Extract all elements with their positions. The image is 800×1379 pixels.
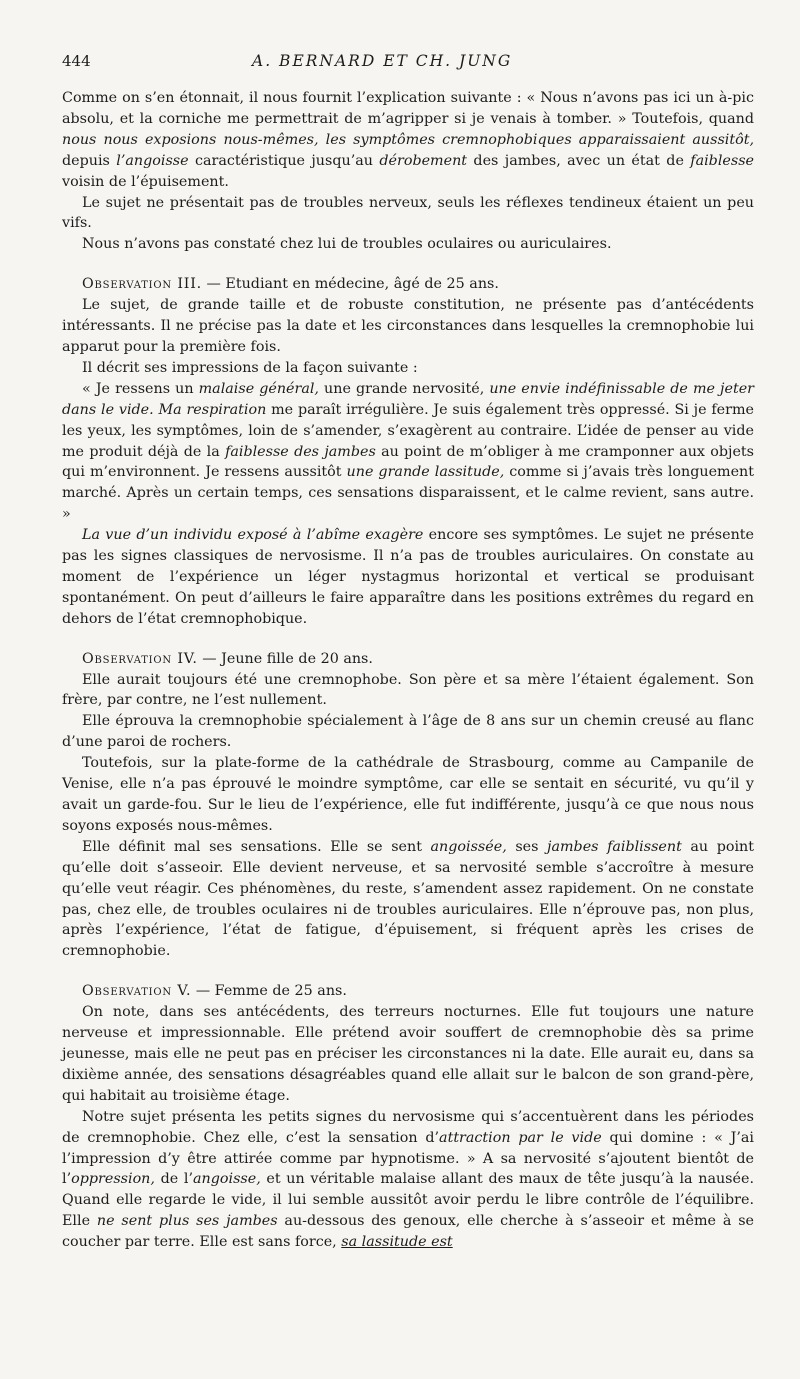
paragraph [62, 358, 754, 379]
paragraph [62, 379, 754, 525]
paragraph [62, 525, 754, 630]
text-run: — Etudiant en médecine, âgé de 25 ans. [202, 276, 499, 293]
text-run: Elle définit mal ses sensations. Elle se sent [82, 838, 431, 855]
italic-text: angoisse, [193, 1171, 261, 1188]
italic-text: une envie indéfinissable de me jeter dans le vide. Ma respiration [62, 380, 754, 418]
observation-label: Observation IV. [82, 650, 198, 667]
page-header [62, 52, 754, 80]
text-run: Il décrit ses impressions de la façon suivante : [82, 359, 418, 376]
text-run: Le sujet ne présentait pas de troubles nerveux, seuls les réflexes tendineux étaient un peu vifs. [62, 194, 754, 232]
text-run: Toutefois, sur la plate-forme de la cathédrale de Strasbourg, comme au Campanile de Venise, elle n’a pas éprouvé le moindre symptôme, car elle se sentait en sécurité, vu qu’il y avait un garde-fou. Sur le lieu de l’expérience, elle fut indifférente, jusqu’à ce que nous nous soyons exposés nous-mêmes. [62, 755, 754, 834]
text-run: Elle éprouva la cremnophobie spécialement à l’âge de 8 ans sur un chemin creusé au flanc d’une paroi de rochers. [62, 713, 754, 751]
text-run: Notre sujet présenta les petits signes du nervosisme qui s’accentuèrent dans les périodes de cremnophobie. Chez elle, c’est la sensation d’ [62, 1108, 754, 1146]
italic-text: faiblesse [690, 152, 755, 169]
italic-text: ne sent plus ses jambes [96, 1213, 278, 1230]
paragraph [62, 234, 754, 255]
paragraph [62, 1107, 754, 1253]
observation-heading [62, 981, 754, 1002]
italic-text: jambes faiblissent [547, 838, 682, 855]
body-text [62, 88, 754, 1253]
text-run: On note, dans ses antécédents, des terreurs nocturnes. Elle fut toujours une nature nerveuse et impressionnable. Elle prétend avoir souffert de cremnophobie dès sa prime jeunesse, mais elle ne peut pas en préciser les circonstances ni la date. Elle aurait eu, dans sa dixième année, des sensations désagréables quand elle allait sur le balcon de son grand-père, qui habitait au troisième étage. [62, 1004, 754, 1104]
paragraph [62, 88, 754, 193]
paragraph [62, 753, 754, 837]
text-run: me paraît irrégulière. Je suis également très oppressé. Si je ferme les yeux, les symptômes, loin de s’amender, s’exagèrent au contraire. L’idée de penser au vide me produit déjà de la [62, 401, 754, 460]
italic-text: l’angoisse [116, 152, 189, 169]
italic-text: attraction par le vide [439, 1129, 602, 1146]
text-run: au point qu’elle doit s’asseoir. Elle devient nerveuse, et sa nervosité semble s’accroître à mesure qu’elle veut réagir. Ces phénomènes, du reste, s’amendent assez rapidement. On ne constate pas, chez elle, de troubles oculaires ni de troubles auriculaires. Elle n’éprouve pas, non plus, après l’expérience, l’état de fatigue, d’épuisement, si fréquent après les crises de cremnophobie. [62, 838, 754, 960]
text-run: encore ses symptômes. Le sujet ne présente pas les signes classiques de nervosisme. Il n’a pas de troubles auriculaires. On constate au moment de l’expérience un léger nystagmus horizontal et vertical se produisant spontanément. On peut d’ailleurs le faire apparaître dans les positions extrêmes du regard en dehors de l’état cremnophobique. [62, 527, 754, 627]
text-run: Comme on s’en étonnait, il nous fournit l’explication suivante : « Nous n’avons pas ici un à-pic absolu, et la corniche me permettrait de m’agripper si je venais à tomber. » Toutefois, quand [62, 90, 754, 127]
text-run: comme si j’avais très longuement marché. Après un certain temps, ces sensations disparaissent, et le calme revient, sans autre. » [62, 464, 755, 523]
text-run: au-dessous des genoux, elle cherche à s’asseoir et même à se coucher par terre. Elle est sans force, [62, 1213, 754, 1251]
text-run: Elle aurait toujours été une cremnophobe. Son père et sa mère l’étaient également. Son frère, par contre, ne l’est nullement. [62, 671, 754, 709]
text-run: voisin de l’épuisement. [62, 173, 229, 190]
italic-text: malaise général, [198, 380, 319, 397]
text-run: et un véritable malaise allant des maux de tête jusqu’à la nausée. Quand elle regarde le vide, il lui semble aussitôt avoir perdu le libre contrôle de l’équilibre. Elle [62, 1171, 754, 1230]
paragraph [62, 670, 754, 712]
page-number: 444 [62, 52, 91, 70]
italic-text: faiblesse des jambes [225, 443, 376, 460]
italic-text: dérobement [379, 152, 468, 169]
paragraph [62, 837, 754, 962]
italic-text: angoissée, [430, 838, 507, 855]
italic-text: nous nous exposions nous-mêmes, les symptômes cremnophobiques apparaissaient aussitôt, [62, 131, 754, 148]
text-run: depuis [62, 152, 117, 169]
paragraph [62, 193, 754, 235]
text-run: ses [506, 838, 548, 855]
italic-text: sa lassitude est [341, 1234, 453, 1251]
text-run: des jambes, avec un état de [467, 152, 691, 169]
observation-label: Observation III. [82, 276, 203, 293]
italic-text: une grande lassitude, [346, 464, 505, 481]
observation-heading [62, 649, 754, 670]
text-run: — Femme de 25 ans. [191, 983, 347, 1000]
text-run: — Jeune fille de 20 ans. [197, 650, 373, 667]
text-run: Nous n’avons pas constaté chez lui de troubles oculaires ou auriculaires. [82, 236, 612, 253]
observation-heading [62, 274, 754, 295]
text-run: de l’ [154, 1171, 194, 1188]
paragraph [62, 711, 754, 753]
paragraph [62, 1002, 754, 1107]
text-run: Le sujet, de grande taille et de robuste constitution, ne présente pas d’antécédents intéressants. Il ne précise pas la date et les circonstances dans lesquelles la cremnophobie lui apparut pour la première fois. [62, 297, 754, 355]
observation-label: Observation V. [82, 983, 192, 1000]
text-run: au point de m’obliger à me cramponner aux objets qui m’environnent. Je ressens aussitôt [62, 443, 754, 481]
paragraph [62, 295, 754, 358]
running-head: A. BERNARD ET CH. JUNG [252, 52, 513, 70]
italic-text: oppression, [71, 1171, 155, 1188]
italic-text: La vue d’un individu exposé à l’abîme exagère [82, 527, 424, 544]
text-run: qui domine : « J’ai l’impression d’y être attirée comme par hypnotisme. » A sa nervosité s’ajoutent bientôt de l’ [62, 1129, 755, 1188]
text-run: « Je ressens un [82, 380, 199, 397]
text-run: une grande nervosité, [318, 380, 490, 397]
text-run: caractéristique jusqu’au [188, 152, 380, 169]
